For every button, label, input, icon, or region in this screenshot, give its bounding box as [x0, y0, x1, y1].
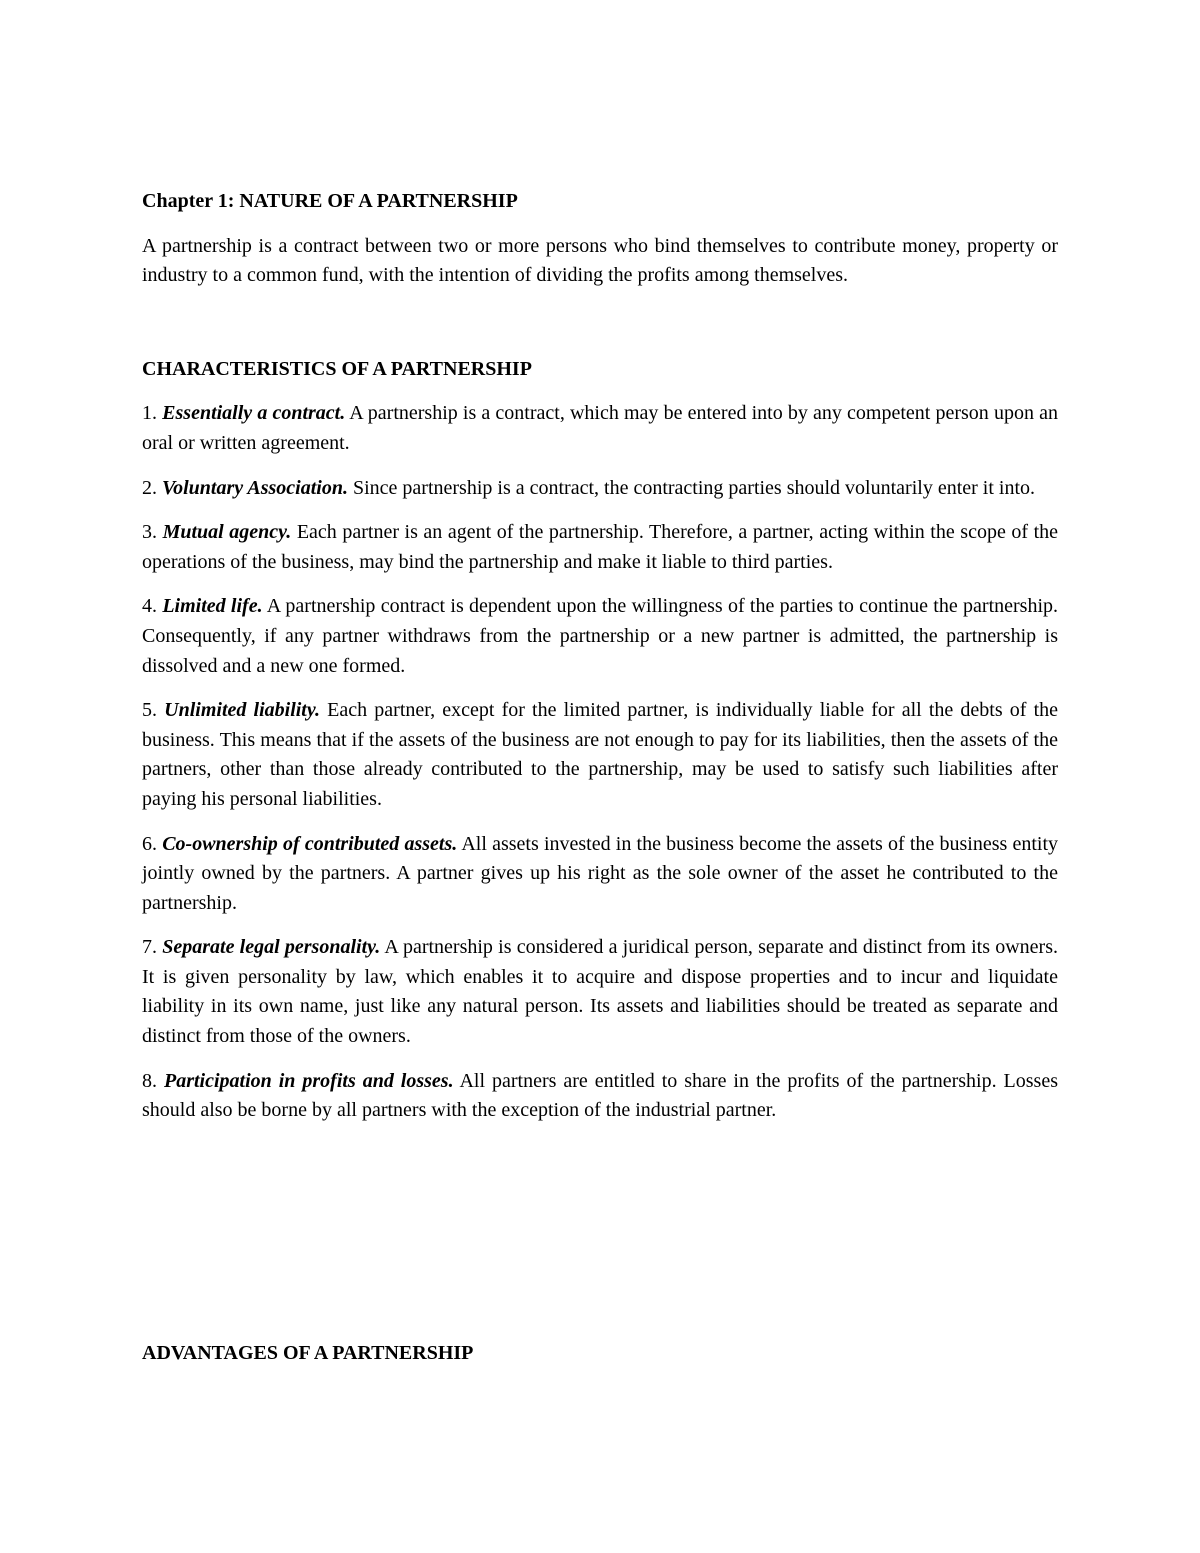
item-number: 7.	[142, 936, 157, 959]
item-text: Each partner is an agent of the partnership. Therefore, a partner, acting within the scope of the operations of the business, may bind the partnership and make it liable to third parties.	[142, 521, 1059, 573]
item-number: 5.	[142, 699, 157, 722]
item-text: All assets invested in the business become the assets of the business entity jointly owned by the partners. A partner gives up his right as the sole owner of the asset he contributed to the partnership.	[142, 832, 1058, 914]
item-text: Each partner, except for the limited partner, is individually liable for all the debts of the business. This means that if the assets of the business are not enough to pay for its liabilities, then the assets of the partners, other than those already contributed to the partnership, may be used to satisfy such liabilities after paying his personal liabilities.	[142, 699, 1059, 810]
characteristics-heading: CHARACTERISTICS OF A PARTNERSHIP	[142, 357, 532, 380]
advantages-heading: ADVANTAGES OF A PARTNERSHIP	[142, 1342, 474, 1364]
characteristics-list	[142, 399, 1058, 1125]
item-term: Separate legal personality.	[162, 936, 381, 959]
characteristic-item-3	[142, 518, 1058, 577]
characteristic-item-5	[142, 696, 1058, 814]
item-text: A partnership is considered a juridical person, separate and distinct from its owners. It is given personality by law, which enables it to acquire and dispose properties and to incur and liquidate liability in its own name, just like any natural person. Its assets and liabilities should be treated as separate and distinct from those of the owners.	[142, 936, 1059, 1048]
item-number: 1.	[142, 402, 157, 425]
item-text: A partnership is a contract, which may be entered into by any competent person upon an oral or written agreement.	[142, 402, 1058, 454]
chapter-heading: Chapter 1: NATURE OF A PARTNERSHIP	[142, 190, 518, 212]
item-text: All partners are entitled to share in the profits of the partnership. Losses should also be borne by all partners with the exception of the industrial partner.	[142, 1069, 1058, 1122]
intro-paragraph: A partnership is a contract between two or more persons who bind themselves to contribute money, property or industry to a common fund, with the intention of dividing the profits among themselves.	[142, 234, 1058, 287]
item-number: 2.	[142, 476, 157, 499]
item-term: Voluntary Association.	[162, 476, 348, 499]
item-number: 6.	[142, 832, 157, 855]
item-text: Since partnership is a contract, the contracting parties should voluntarily enter it into.	[352, 476, 1036, 499]
characteristic-item-6	[142, 830, 1058, 919]
item-term: Limited life.	[162, 595, 263, 618]
item-term: Mutual agency.	[162, 521, 292, 544]
document-body	[142, 187, 1058, 1126]
item-term: Unlimited liability.	[164, 699, 321, 722]
item-number: 4.	[142, 595, 157, 618]
item-term: Co-ownership of contributed assets.	[162, 832, 458, 855]
item-text: A partnership contract is dependent upon the willingness of the parties to continue the partnership. Consequently, if any partner withdraws from the partnership or a new partner is admitted, the partnership is dissolved and a new one formed.	[142, 595, 1059, 677]
characteristic-item-1	[142, 399, 1058, 458]
characteristic-item-2	[142, 474, 1058, 504]
item-term: Participation in profits and losses.	[163, 1069, 454, 1092]
characteristic-item-8	[142, 1067, 1058, 1126]
item-term: Essentially a contract.	[162, 402, 346, 425]
item-number: 8.	[142, 1069, 157, 1092]
item-number: 3.	[142, 521, 157, 544]
characteristic-item-4	[142, 592, 1058, 681]
characteristic-item-7	[142, 933, 1058, 1051]
